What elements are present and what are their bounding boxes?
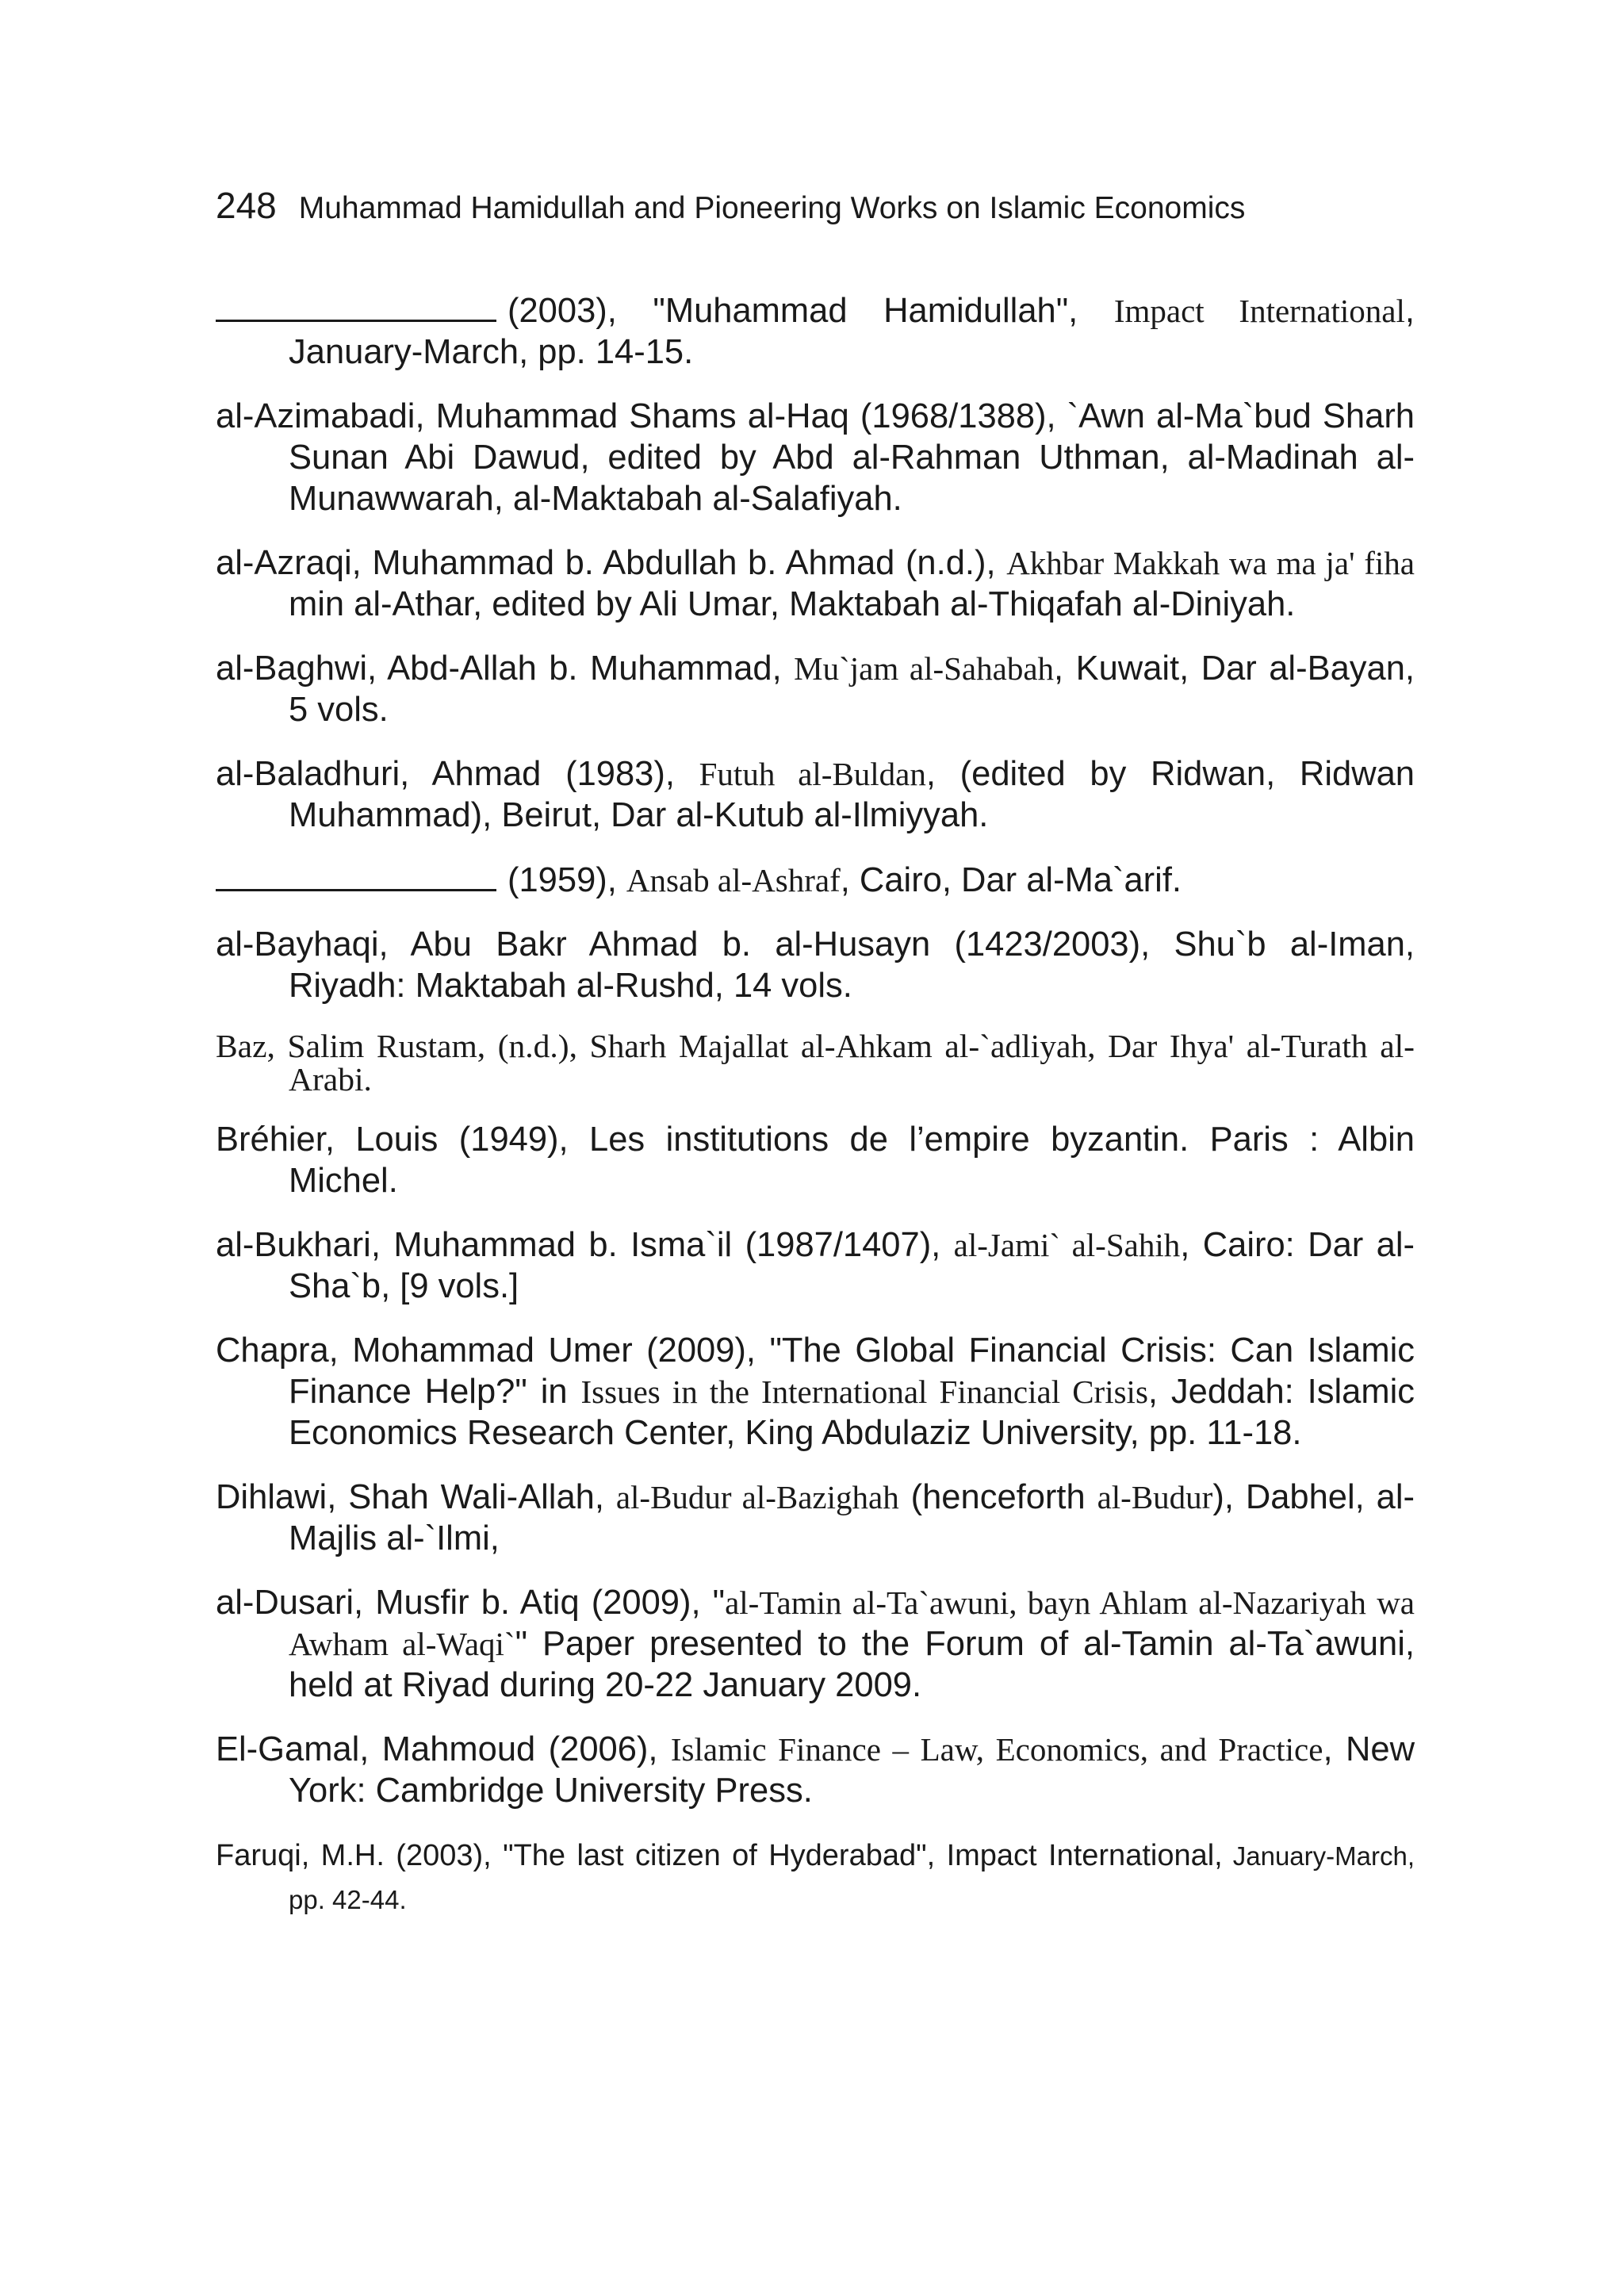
reference-title: al-Tamin al-Ta`awuni, bayn Ahlam al-Nazariyah wa Awham al-Waqi` [289, 1584, 1415, 1662]
author-repeat-rule [216, 289, 496, 322]
reference-entry [216, 1729, 1415, 1811]
author-repeat-rule [216, 859, 496, 891]
reference-entry [216, 1224, 1415, 1307]
reference-entry [216, 1582, 1415, 1706]
reference-text: , Jeddah: Islamic Economics Research Center, King Abdulaziz University, pp. 11-18. [289, 1373, 1415, 1452]
reference-title: al-Budur [1097, 1479, 1213, 1515]
reference-text: , Cairo, Dar al-Ma`arif. [840, 861, 1182, 899]
reference-text: al-Dusari, Musfir b. Atiq (2009), " [216, 1584, 726, 1622]
page-number: 248 [216, 185, 277, 226]
reference-title: al-Jami` al-Sahih [953, 1227, 1181, 1263]
reference-text: al-Bukhari, Muhammad b. Isma`il (1987/1407), [216, 1226, 954, 1264]
reference-entry [216, 753, 1415, 836]
reference-entry [216, 542, 1415, 625]
reference-text: min al-Athar, edited by Ali Umar, Maktabah al-Thiqafah al-Diniyah. [289, 585, 1296, 623]
reference-text: January-March, pp. 42-44. [289, 1841, 1415, 1914]
reference-entry [216, 859, 1415, 901]
running-header [216, 184, 1245, 227]
reference-text: Chapra, Mohammad Umer (2009), "The Global Financial Crisis: Can Islamic Finance Help?" in [216, 1331, 1415, 1411]
reference-text: Baz, Salim Rustam, (n.d.), Sharh Majallat al-Ahkam al-`adliyah, Dar Ihya' al-Turath al-Arabi. [216, 1028, 1415, 1098]
reference-title: Issues in the International Financial Crisis [580, 1373, 1148, 1410]
reference-text: , Cairo: Dar al-Sha`b, [9 vols.] [289, 1226, 1415, 1305]
reference-text: El-Gamal, Mahmoud (2006), [216, 1730, 671, 1768]
reference-title: Mu`jam al-Sahabah [794, 650, 1055, 687]
reference-entry [216, 1477, 1415, 1559]
reference-title: Ansab al-Ashraf [626, 862, 841, 898]
reference-text: Dihlawi, Shah Wali-Allah, [216, 1478, 616, 1516]
reference-text: al-Baghwi, Abd-Allah b. Muhammad, [216, 649, 795, 688]
reference-title: Islamic Finance – Law, Economics, and Practice [670, 1731, 1323, 1768]
reference-text: al-Azimabadi, Muhammad Shams al-Haq (1968/1388), `Awn al-Ma`bud Sharh Sunan Abi Dawud, edited by Abd al-Rahman Uthman, al-Madinah al-Munawwarah, al-Maktabah al-Salafiyah. [216, 397, 1415, 518]
bibliography-list [216, 289, 1415, 1944]
reference-text: , (edited by Ridwan, Ridwan Muhammad), Beirut, Dar al-Kutub al-Ilmiyyah. [289, 755, 1415, 834]
reference-title: al-Budur al-Bazighah [615, 1479, 899, 1515]
reference-entry [216, 1029, 1415, 1096]
reference-text: ), Dabhel, al-Majlis al-`Ilmi, [289, 1478, 1415, 1557]
reference-title: Futuh al-Buldan [699, 756, 926, 792]
reference-text: (1959), [508, 861, 626, 899]
reference-text: " Paper presented to the Forum of al-Tamin al-Ta`awuni, held at Riyad during 20-22 January 2009. [289, 1625, 1415, 1704]
reference-title: Impact International [1113, 293, 1405, 329]
reference-entry [216, 1834, 1415, 1921]
reference-text: al-Baladhuri, Ahmad (1983), [216, 755, 699, 793]
reference-text: Faruqi, M.H. (2003), "The last citizen of Hyderabad", Impact International, [216, 1839, 1223, 1872]
reference-entry [216, 289, 1415, 373]
reference-text: (henceforth [898, 1478, 1097, 1516]
reference-entry [216, 396, 1415, 519]
reference-entry [216, 1119, 1415, 1201]
reference-text: , January-March, pp. 14-15. [289, 292, 1415, 371]
reference-text: (2003), "Muhammad Hamidullah", [508, 292, 1114, 330]
running-title: Muhammad Hamidullah and Pioneering Works on Islamic Economics [298, 191, 1246, 225]
reference-title: Akhbar Makkah wa ma ja' fiha [1006, 545, 1415, 581]
reference-text: Bréhier, Louis (1949), Les institutions de l’empire byzantin. Paris : Albin Michel. [216, 1121, 1415, 1200]
reference-entry [216, 1330, 1415, 1454]
reference-text: al-Bayhaqi, Abu Bakr Ahmad b. al-Husayn (1423/2003), Shu`b al-Iman, Riyadh: Maktabah al-Rushd, 14 vols. [216, 925, 1415, 1005]
reference-text: , New York: Cambridge University Press. [289, 1730, 1415, 1810]
reference-entry [216, 924, 1415, 1006]
reference-text: , Kuwait, Dar al-Bayan, 5 vols. [289, 649, 1415, 729]
reference-entry [216, 648, 1415, 730]
reference-text: al-Azraqi, Muhammad b. Abdullah b. Ahmad (n.d.), [216, 544, 1007, 582]
